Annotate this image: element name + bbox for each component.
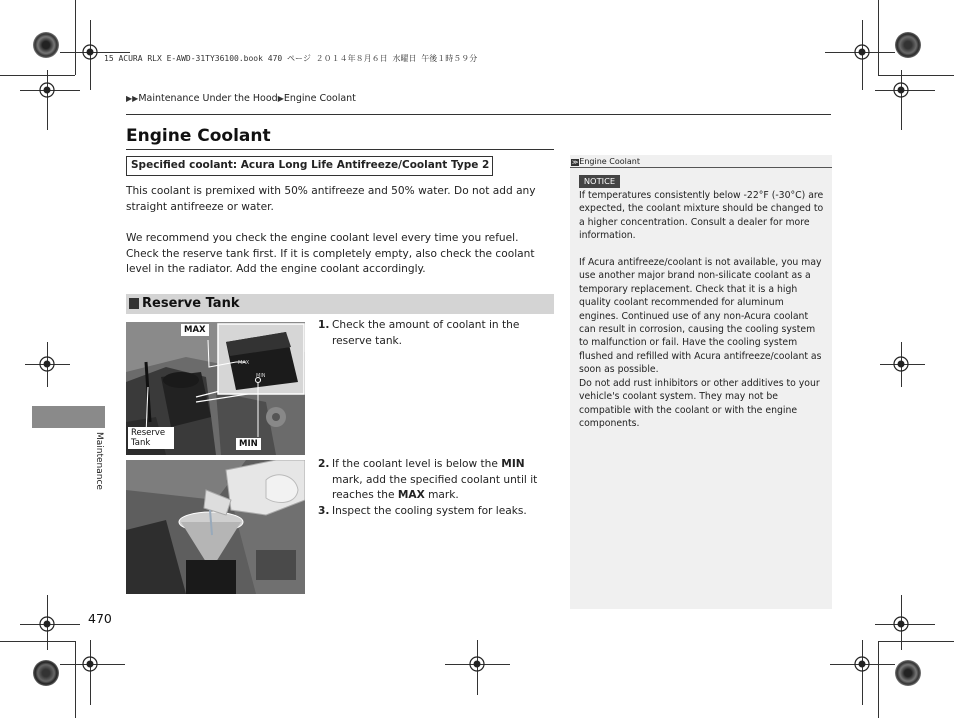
filling-coolant-photo (126, 460, 305, 594)
page-title: Engine Coolant (126, 126, 271, 146)
registration-target-icon (36, 353, 58, 375)
sidebar-header-text: Engine Coolant (579, 157, 640, 166)
crop-line (75, 641, 76, 718)
min-mark-small: MIN (256, 373, 266, 379)
pouring-coolant-illustration (126, 460, 305, 594)
chapter-tab-label: Maintenance (94, 432, 104, 490)
step-text: Check the amount of coolant in the reserve tank. (332, 319, 520, 347)
max-mark-small: MAX (238, 360, 250, 366)
registration-target-icon (36, 613, 58, 635)
breadcrumb-separator-icon: ▶ (277, 94, 284, 103)
registration-target-icon (890, 79, 912, 101)
step-3 (318, 504, 558, 520)
step-number: 3. (318, 505, 330, 517)
reserve-tank-label: Reserve Tank (128, 427, 174, 449)
check-paragraph: We recommend you check the engine coolant level every time you refuel. Check the reserve tank first. If it is completely empty, also check the coolant level in the radiator. Add the engine coolant accordingly. (126, 232, 535, 275)
section-title: Reserve Tank (142, 296, 240, 311)
crop-line (878, 641, 954, 642)
title-rule (126, 149, 554, 150)
registration-target-icon (466, 653, 488, 675)
breadcrumb (126, 93, 356, 104)
color-rosette-icon (895, 32, 921, 58)
registration-target-icon (79, 41, 101, 63)
sidebar-paragraph: Do not add rust inhibitors or other additives to your vehicle's coolant system. They may not be compatible with the coolant or with the engine components. (579, 378, 820, 430)
max-label: MAX (181, 324, 209, 336)
header-rule (126, 114, 831, 115)
step-text-part: mark. (424, 489, 459, 501)
crop-line (0, 641, 75, 642)
specified-coolant-box: Specified coolant: Acura Long Life Antifreeze/Coolant Type 2 (126, 156, 493, 176)
color-rosette-icon (33, 660, 59, 686)
step-number: 2. (318, 458, 330, 470)
sidebar-paragraph: If Acura antifreeze/coolant is not available, you may use another major brand non-silicate coolant as a temporary replacement. Check that it is a high quality coolant recommended for aluminum engines. Continued use of any non-Acura coolant can result in corrosion, causing the cooling system to malfunction or fail. Have the cooling system flushed and refilled with Acura antifreeze/coolant as soon as possible. (579, 257, 822, 376)
crop-line (878, 75, 954, 76)
step-2 (318, 457, 558, 504)
crop-line (75, 0, 76, 75)
breadcrumb-current: Engine Coolant (283, 93, 356, 104)
step-text: Inspect the cooling system for leaks. (332, 505, 527, 517)
reserve-tank-photo (126, 322, 305, 455)
registration-target-icon (890, 353, 912, 375)
sidebar-paragraph: If temperatures consistently below -22°F (-30°C) are expected, the coolant mixture should be changed to a higher concentration. Consult a dealer for more information. (579, 190, 824, 242)
sidebar-header (570, 155, 832, 168)
notice-badge: NOTICE (579, 175, 620, 188)
min-mark-text: MIN (501, 458, 525, 470)
crop-line (878, 641, 879, 718)
registration-target-icon (79, 653, 101, 675)
step-1 (318, 318, 558, 349)
crop-line (0, 75, 75, 76)
step-text (318, 457, 558, 504)
registration-target-icon (851, 41, 873, 63)
step-text-part: mark, add the specified coolant until it reaches the (332, 473, 538, 501)
chapter-tab (32, 406, 105, 428)
crop-line (878, 0, 879, 75)
reference-icon: ≫ (572, 159, 579, 166)
registration-target-icon (851, 653, 873, 675)
section-square-icon (129, 298, 139, 309)
step-text-part: If the coolant level is below the (332, 458, 502, 470)
breadcrumb-arrows-icon: ▶▶ (126, 94, 139, 103)
book-header: 15 ACURA RLX E-AWD-31TY36100.book 470 ページ ２０１４年８月６日 水曜日 午後１時５９分 (104, 54, 478, 63)
page-number: 470 (88, 611, 112, 626)
min-label: MIN (236, 438, 261, 450)
color-rosette-icon (33, 32, 59, 58)
step-number: 1. (318, 319, 330, 331)
intro-paragraph: This coolant is premixed with 50% antifreeze and 50% water. Do not add any straight antifreeze or water. (126, 185, 536, 213)
breadcrumb-section: Maintenance Under the Hood (138, 93, 278, 104)
registration-target-icon (36, 79, 58, 101)
registration-target-icon (890, 613, 912, 635)
max-mark-text: MAX (397, 489, 425, 501)
color-rosette-icon (895, 660, 921, 686)
